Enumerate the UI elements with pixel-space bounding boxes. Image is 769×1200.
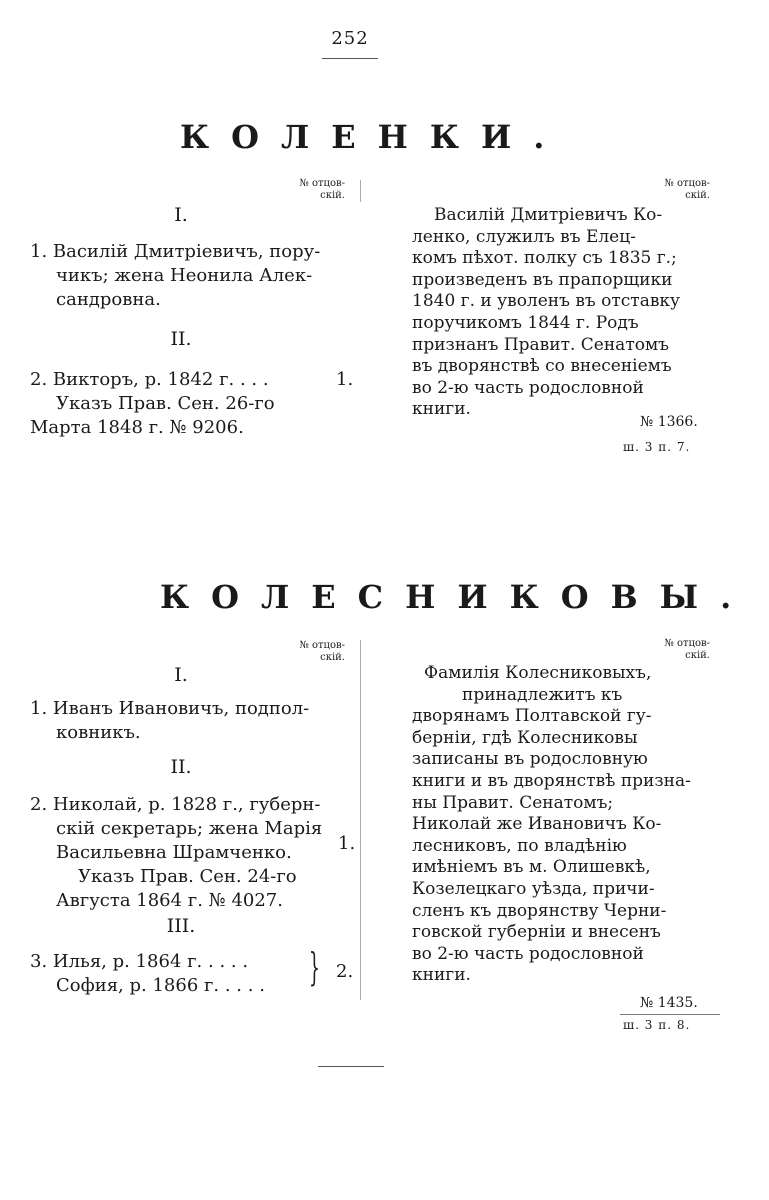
narrative-line: говской губерніи и внесенъ [412, 922, 661, 943]
section1-entry-2 [30, 368, 275, 440]
narrative-line: книги. [412, 399, 471, 420]
narrative-line: дворянамъ Полтавской гу- [412, 706, 652, 727]
section1-entry-2-parent: 1. [336, 369, 354, 390]
section2-entry-2-parent: 1. [338, 833, 356, 854]
section1-title: КОЛЕНКИ. [180, 118, 567, 156]
narrative-line: ленко, служилъ въ Елец- [412, 226, 636, 247]
section1-right-col-header [640, 178, 710, 202]
narrative-line: 1840 г. и уволенъ въ отставку [412, 291, 681, 312]
section1-narrative [412, 205, 680, 421]
section2-record-rule [620, 1014, 720, 1015]
section2-entry-3-parent: 2. [336, 961, 354, 982]
section2-generation-2: II. [170, 756, 192, 778]
entry-line: 3. Илья, р. 1864 г. . . . . [30, 951, 249, 972]
col-header-line: № отцов- [299, 640, 345, 651]
narrative-line: Козелецкаго уѣзда, причи- [412, 878, 655, 899]
section2-generation-3: III. [166, 915, 196, 937]
narrative-line: книги и въ дворянствѣ призна- [412, 770, 691, 791]
narrative-line: Николай же Ивановичъ Ко- [412, 814, 662, 835]
entry-line: 2. Викторъ, р. 1842 г. . . . [30, 369, 269, 390]
entry-line: Васильевна Шрамченко. [56, 842, 292, 863]
entry-line: ковникъ. [56, 722, 141, 743]
narrative-line: во 2-ю часть родословной [412, 377, 644, 398]
section2-column-divider [360, 640, 361, 1000]
narrative-line: произведенъ въ прапорщики [412, 269, 673, 290]
narrative-line: во 2-ю часть родословной [412, 943, 644, 964]
col-header-line: скій. [685, 190, 710, 201]
col-header-line: скій. [320, 652, 345, 663]
col-header-line: № отцов- [664, 178, 710, 189]
section1-record-location: ш. 3 п. 7. [623, 440, 691, 454]
section2-right-col-header [640, 638, 710, 662]
section2-record-location: ш. 3 п. 8. [623, 1018, 691, 1032]
section2-record-number: № 1435. [640, 995, 698, 1011]
section1-record-number: № 1366. [640, 414, 698, 430]
entry-line: 1. Иванъ Ивановичъ, подпол- [30, 698, 310, 719]
section2-left-col-header [270, 640, 345, 664]
narrative-line: признанъ Правит. Сенатомъ [412, 334, 670, 355]
section2-entry-1 [30, 697, 309, 745]
narrative-line: книги. [412, 965, 471, 986]
section2-narrative [412, 663, 691, 987]
entry-line: Указъ Прав. Сен. 24-го [78, 866, 297, 887]
col-header-line: скій. [320, 190, 345, 201]
narrative-line: имѣніемъ въ м. Олишевкѣ, [412, 857, 651, 878]
section1-generation-2: II. [170, 328, 192, 350]
section2-entry-3 [30, 950, 265, 998]
page-number-underline [322, 58, 378, 59]
narrative-line: Фамилія Колесниковыхъ, [424, 663, 652, 683]
entry-line: Августа 1864 г. № 4027. [56, 890, 283, 911]
col-header-line: № отцов- [299, 178, 345, 189]
narrative-line: берніи, гдѣ Колесниковы [412, 727, 638, 748]
narrative-line: ны Правит. Сенатомъ; [412, 792, 614, 813]
entry-line: скій секретарь; жена Марія [56, 818, 323, 839]
entry-line: Указъ Прав. Сен. 26-го [56, 393, 275, 414]
narrative-line: въ дворянствѣ со внесеніемъ [412, 356, 672, 377]
entry-line: София, р. 1866 г. . . . . [56, 975, 265, 996]
col-header-line: № отцов- [664, 638, 710, 649]
section2-entry-2 [30, 793, 322, 913]
entry-line: чикъ; жена Неонила Алек- [56, 265, 313, 286]
narrative-line: комъ пѣхот. полку съ 1835 г.; [412, 248, 677, 269]
entry-line: сандровна. [56, 289, 161, 310]
col-header-line: скій. [685, 650, 710, 661]
narrative-line: сленъ къ дворянству Черни- [412, 900, 667, 921]
entry-line: Марта 1848 г. № 9206. [30, 417, 244, 438]
section1-generation-1: I. [174, 204, 188, 226]
entry-line: 1. Василій Дмитріевичъ, пору- [30, 241, 321, 262]
section2-generation-1: I. [174, 664, 188, 686]
section1-entry-1 [30, 240, 320, 312]
entry-line: 2. Николай, р. 1828 г., губерн- [30, 794, 321, 815]
narrative-line: записаны въ родословную [412, 749, 648, 770]
section1-column-divider [360, 180, 361, 202]
section1-left-col-header [270, 178, 345, 202]
page-bottom-rule [318, 1066, 384, 1067]
narrative-line: принадлежитъ къ [462, 684, 623, 705]
page-number: 252 [331, 28, 369, 49]
narrative-line: поручикомъ 1844 г. Родъ [412, 312, 639, 333]
brace-icon: } [309, 945, 320, 989]
section2-title: КОЛЕСНИКОВЫ. [160, 578, 754, 616]
narrative-line: Василій Дмитріевичъ Ко- [434, 205, 663, 225]
narrative-line: лесниковъ, по владѣнію [412, 835, 627, 856]
